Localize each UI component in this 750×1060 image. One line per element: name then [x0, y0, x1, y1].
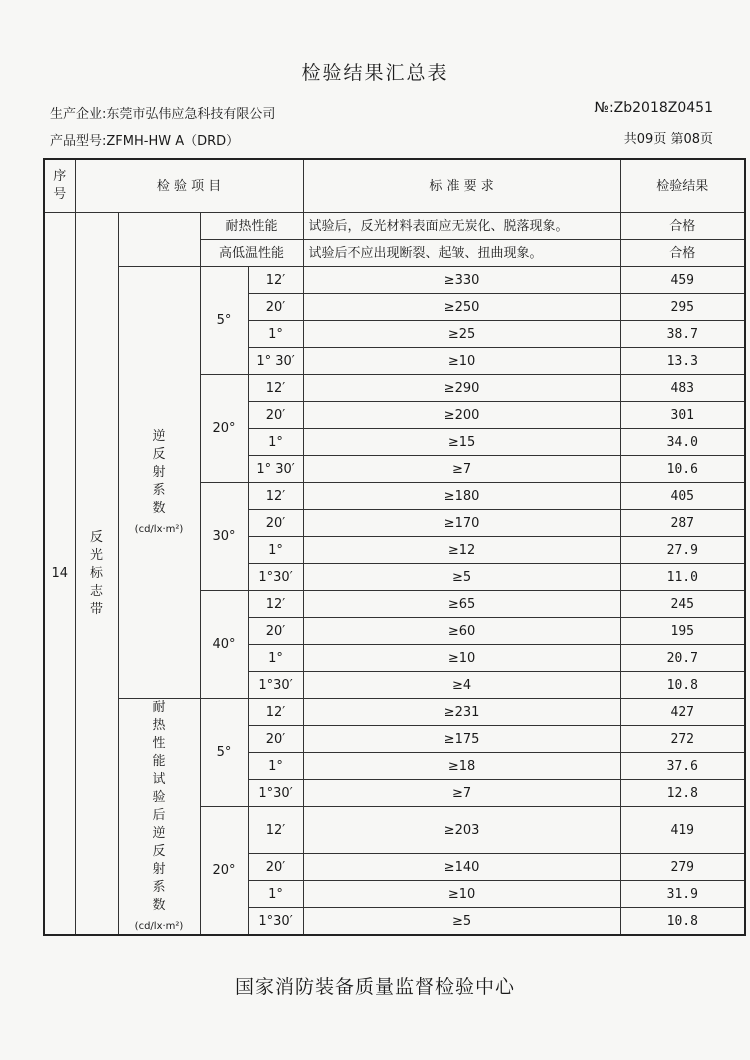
- heat-resistance-label: 耐热性能: [200, 213, 303, 240]
- table-row: [44, 699, 745, 726]
- observation-angle: 1°: [248, 429, 303, 456]
- observation-angle: 1°: [248, 537, 303, 564]
- test-result: 10.6: [620, 456, 745, 483]
- row-number: 14: [44, 213, 75, 936]
- observation-angle: 20′: [248, 294, 303, 321]
- standard-requirement: ≥7: [303, 456, 620, 483]
- test-result: 34.0: [620, 429, 745, 456]
- test-result: 419: [620, 807, 745, 854]
- observation-angle: 12′: [248, 591, 303, 618]
- entrance-angle: 5°: [200, 699, 248, 807]
- test-result: 10.8: [620, 672, 745, 699]
- test-result: 31.9: [620, 881, 745, 908]
- test-result: 279: [620, 854, 745, 881]
- test-result: 405: [620, 483, 745, 510]
- product-name: 反光标志带: [75, 213, 118, 936]
- standard-requirement: ≥250: [303, 294, 620, 321]
- observation-angle: 20′: [248, 726, 303, 753]
- standard-requirement: ≥5: [303, 908, 620, 936]
- test-result: 13.3: [620, 348, 745, 375]
- test-result: 245: [620, 591, 745, 618]
- observation-angle: 1°: [248, 881, 303, 908]
- test-result: 427: [620, 699, 745, 726]
- high-low-temp-result: 合格: [620, 240, 745, 267]
- column-header-item: 检 验 项 目: [75, 159, 303, 213]
- standard-requirement: ≥330: [303, 267, 620, 294]
- observation-angle: 12′: [248, 375, 303, 402]
- table-row: [44, 267, 745, 294]
- entrance-angle: 20°: [200, 807, 248, 936]
- test-result: 20.7: [620, 645, 745, 672]
- product-model: 产品型号:ZFMH-HW A（DRD）: [50, 134, 240, 149]
- test-result: 295: [620, 294, 745, 321]
- standard-requirement: ≥25: [303, 321, 620, 348]
- observation-angle: 20′: [248, 402, 303, 429]
- standard-requirement: ≥5: [303, 564, 620, 591]
- column-header-standard: 标 准 要 求: [303, 159, 620, 213]
- observation-angle: 1°: [248, 645, 303, 672]
- standard-requirement: ≥170: [303, 510, 620, 537]
- column-header-result: 检验结果: [620, 159, 745, 213]
- footer-organization: 国家消防装备质量监督检验中心: [234, 976, 515, 998]
- standard-requirement: ≥231: [303, 699, 620, 726]
- high-low-temp-label: 高低温性能: [200, 240, 303, 267]
- heat-resistance-result: 合格: [620, 213, 745, 240]
- table-row: [44, 213, 745, 240]
- standard-requirement: ≥10: [303, 348, 620, 375]
- retro-coefficient-label: 逆反射系数 (cd/lx·m²): [118, 267, 200, 699]
- test-result: 38.7: [620, 321, 745, 348]
- high-low-temp-requirement: 试验后不应出现断裂、起皱、扭曲现象。: [303, 240, 620, 267]
- standard-requirement: ≥60: [303, 618, 620, 645]
- standard-requirement: ≥7: [303, 780, 620, 807]
- company-info: 生产企业:东莞市弘伟应急科技有限公司: [50, 107, 276, 122]
- observation-angle: 20′: [248, 510, 303, 537]
- observation-angle: 1°30′: [248, 780, 303, 807]
- entrance-angle: 40°: [200, 591, 248, 699]
- heat-resistance-requirement: 试验后，反光材料表面应无炭化、脱落现象。: [303, 213, 620, 240]
- observation-angle: 20′: [248, 854, 303, 881]
- retro-after-heat-label: 耐热性能试验后逆反射系数 (cd/lx·m²): [118, 699, 200, 936]
- observation-angle: 12′: [248, 267, 303, 294]
- page-title: 检验结果汇总表: [301, 62, 449, 84]
- observation-angle: 12′: [248, 483, 303, 510]
- entrance-angle: 30°: [200, 483, 248, 591]
- observation-angle: 1°: [248, 321, 303, 348]
- test-result: 10.8: [620, 908, 745, 936]
- entrance-angle: 20°: [200, 375, 248, 483]
- page-count: 共09页 第08页: [623, 132, 713, 147]
- table-header-row: [44, 159, 745, 213]
- test-result: 12.8: [620, 780, 745, 807]
- test-result: 287: [620, 510, 745, 537]
- observation-angle: 1°: [248, 753, 303, 780]
- results-table: [43, 158, 746, 936]
- standard-requirement: ≥290: [303, 375, 620, 402]
- standard-requirement: ≥200: [303, 402, 620, 429]
- observation-angle: 1°30′: [248, 908, 303, 936]
- observation-angle: 1°30′: [248, 564, 303, 591]
- standard-requirement: ≥15: [303, 429, 620, 456]
- test-result: 195: [620, 618, 745, 645]
- standard-requirement: ≥180: [303, 483, 620, 510]
- standard-requirement: ≥10: [303, 645, 620, 672]
- test-result: 37.6: [620, 753, 745, 780]
- standard-requirement: ≥175: [303, 726, 620, 753]
- standard-requirement: ≥65: [303, 591, 620, 618]
- standard-requirement: ≥10: [303, 881, 620, 908]
- test-result: 11.0: [620, 564, 745, 591]
- test-result: 459: [620, 267, 745, 294]
- observation-angle: 12′: [248, 807, 303, 854]
- test-result: 27.9: [620, 537, 745, 564]
- test-result: 301: [620, 402, 745, 429]
- observation-angle: 1° 30′: [248, 456, 303, 483]
- standard-requirement: ≥18: [303, 753, 620, 780]
- observation-angle: 20′: [248, 618, 303, 645]
- observation-angle: 12′: [248, 699, 303, 726]
- standard-requirement: ≥4: [303, 672, 620, 699]
- observation-angle: 1° 30′: [248, 348, 303, 375]
- test-result: 483: [620, 375, 745, 402]
- blank-cell: [118, 213, 200, 267]
- standard-requirement: ≥12: [303, 537, 620, 564]
- entrance-angle: 5°: [200, 267, 248, 375]
- observation-angle: 1°30′: [248, 672, 303, 699]
- standard-requirement: ≥203: [303, 807, 620, 854]
- column-header-no: 序号: [44, 159, 75, 213]
- test-result: 272: [620, 726, 745, 753]
- report-number: №:Zb2018Z0451: [594, 100, 713, 116]
- standard-requirement: ≥140: [303, 854, 620, 881]
